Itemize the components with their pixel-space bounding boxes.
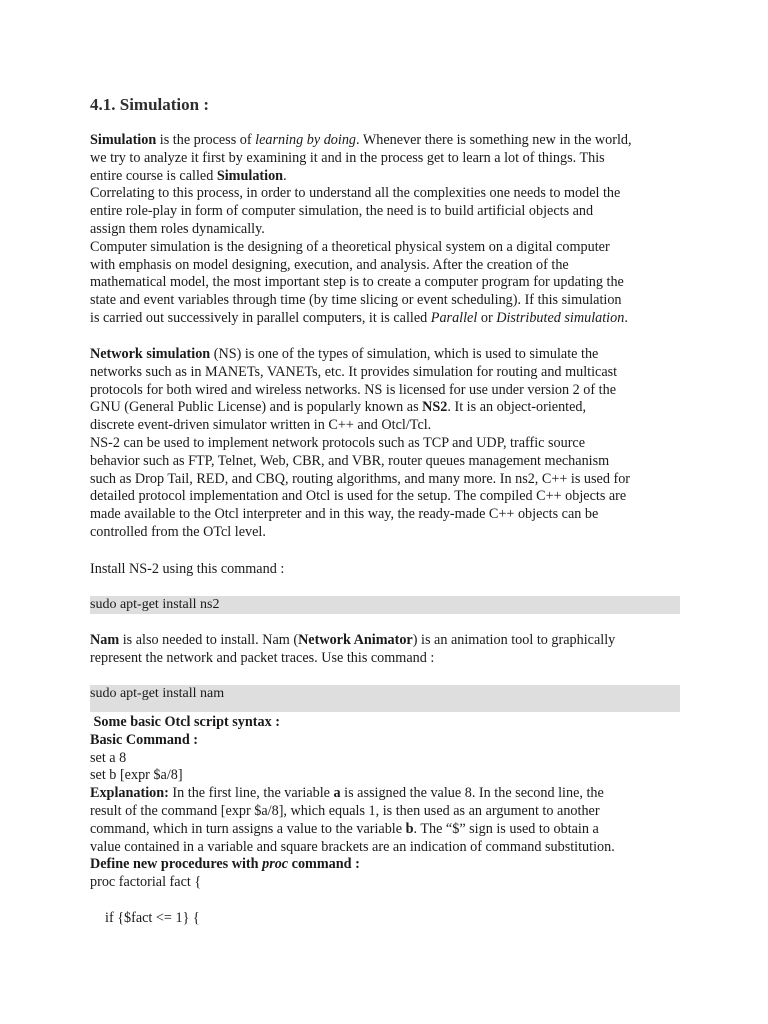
text-line: Computer simulation is the designing of a theoretical physical system on a digital computer xyxy=(90,238,610,255)
text-line: Correlating to this process, in order to understand all the complexities one needs to model the xyxy=(90,185,621,202)
subheading: Define new procedures with xyxy=(90,856,263,873)
bold-term: a xyxy=(333,785,341,802)
text-line xyxy=(90,785,685,803)
command-text: sudo apt-get install ns2 xyxy=(90,597,220,612)
text-line xyxy=(90,132,685,150)
text-line: value contained in a variable and square brackets are an indication of command substitution. xyxy=(90,838,615,855)
text-line: protocols for both wired and wireless networks. NS is licensed for use under version 2 of the xyxy=(90,381,617,398)
text-run: ) is an animation tool to graphically xyxy=(412,632,616,648)
text-line: entire role-play in form of computer simulation, the need is to build artificial objects and xyxy=(90,203,594,220)
text-run: is also needed to install. Nam ( xyxy=(119,632,299,648)
italic-term: Distributed simulation xyxy=(496,309,625,326)
text-line: mathematical model, the most important step is to create a computer program for updating the xyxy=(90,274,624,291)
text-run: command, which in turn assigns a value to the variable xyxy=(90,820,406,837)
text-line xyxy=(90,732,685,750)
text-line: behavior such as FTP, Telnet, Web, CBR, and VBR, router queues management mechanism xyxy=(90,452,610,469)
text-line: discrete event-driven simulator written in C++ and Otcl/Tcl. xyxy=(90,417,432,434)
text-run: . The “$” sign is used to obtain a xyxy=(413,820,599,837)
text-line: detailed protocol implementation and Otcl is used for the setup. The compiled C++ objects are xyxy=(90,488,627,505)
install-intro xyxy=(90,561,685,579)
text-run: (NS) is one of the types of simulation, which is used to simulate the xyxy=(210,346,599,362)
blank-line xyxy=(90,892,685,910)
bold-term: Network simulation xyxy=(90,346,211,362)
text-line: controlled from the OTcl level. xyxy=(90,523,266,540)
text-line xyxy=(90,714,685,732)
bold-term: Network Animator xyxy=(298,632,413,648)
code-block-install-ns2 xyxy=(90,596,680,614)
text-line: represent the network and packet traces. Use this command : xyxy=(90,649,435,666)
text-line xyxy=(90,168,685,186)
text-line xyxy=(90,856,685,874)
text-run: . xyxy=(624,309,628,326)
network-simulation-paragraph xyxy=(90,346,685,542)
simulation-paragraph xyxy=(90,132,685,328)
text-line xyxy=(90,310,685,328)
text-line xyxy=(90,821,685,839)
code-line: proc factorial fact { xyxy=(90,874,202,891)
italic-term: learning by doing xyxy=(255,132,357,148)
text-line xyxy=(90,346,685,364)
text-run: . It is an object-oriented, xyxy=(447,399,587,416)
text-run: entire course is called xyxy=(90,167,217,184)
text-run: or xyxy=(477,309,497,326)
text-line: assign them roles dynamically. xyxy=(90,220,265,237)
text-line: result of the command [expr $a/8], which equals 1, is then used as an argument to another xyxy=(90,802,600,819)
text-line xyxy=(90,632,685,650)
bold-term: NS2 xyxy=(422,399,448,416)
text-run: is the process of xyxy=(156,132,256,148)
italic-term: proc xyxy=(262,856,289,873)
subheading: Basic Command : xyxy=(90,731,198,748)
subheading: command : xyxy=(288,856,360,873)
text-run: is carried out successively in parallel computers, it is called xyxy=(90,309,431,326)
bold-term: Nam xyxy=(90,632,120,648)
text-line: made available to the Otcl interpreter and in this way, the ready-made C++ objects can be xyxy=(90,506,599,523)
text-line: with emphasis on model designing, execution, and analysis. After the creation of the xyxy=(90,256,569,273)
text-run: GNU (General Public License) and is popularly known as xyxy=(90,399,423,416)
text-line: state and event variables through time (by time slicing or event scheduling). If this simulation xyxy=(90,292,622,309)
text-run: . Whenever there is something new in the world, xyxy=(356,132,632,148)
text-line: Install NS-2 using this command : xyxy=(90,561,285,577)
command-text: sudo apt-get install nam xyxy=(90,686,225,701)
text-run: . xyxy=(283,167,287,184)
italic-term: Parallel xyxy=(430,309,478,326)
text-run: In the first line, the variable xyxy=(168,785,334,802)
text-line xyxy=(90,399,685,417)
text-line: such as Drop Tail, RED, and CBQ, routing algorithms, and many more. In ns2, C++ is used for xyxy=(90,470,631,487)
bold-term: Explanation: xyxy=(90,785,169,802)
text-run: is assigned the value 8. In the second line, the xyxy=(340,785,604,802)
bold-term: Simulation xyxy=(216,167,284,184)
code-line: if {$fact <= 1} { xyxy=(105,909,200,926)
bold-term: Simulation xyxy=(90,132,157,148)
code-line: set a 8 xyxy=(90,749,127,766)
subheading: Some basic Otcl script syntax : xyxy=(90,714,280,730)
section-heading: 4.1. Simulation : xyxy=(90,95,210,114)
text-line: NS-2 can be used to implement network protocols such as TCP and UDP, traffic source xyxy=(90,434,586,451)
bold-term: b xyxy=(405,820,414,837)
code-line: set b [expr $a/8] xyxy=(90,767,183,784)
text-line: networks such as in MANETs, VANETs, etc. It provides simulation for routing and multicast xyxy=(90,363,618,380)
nam-paragraph xyxy=(90,632,685,668)
otcl-syntax-section xyxy=(90,714,685,928)
code-block-install-nam xyxy=(90,685,680,712)
text-line: we try to analyze it first by examining it and in the process get to learn a lot of things. This xyxy=(90,149,605,166)
